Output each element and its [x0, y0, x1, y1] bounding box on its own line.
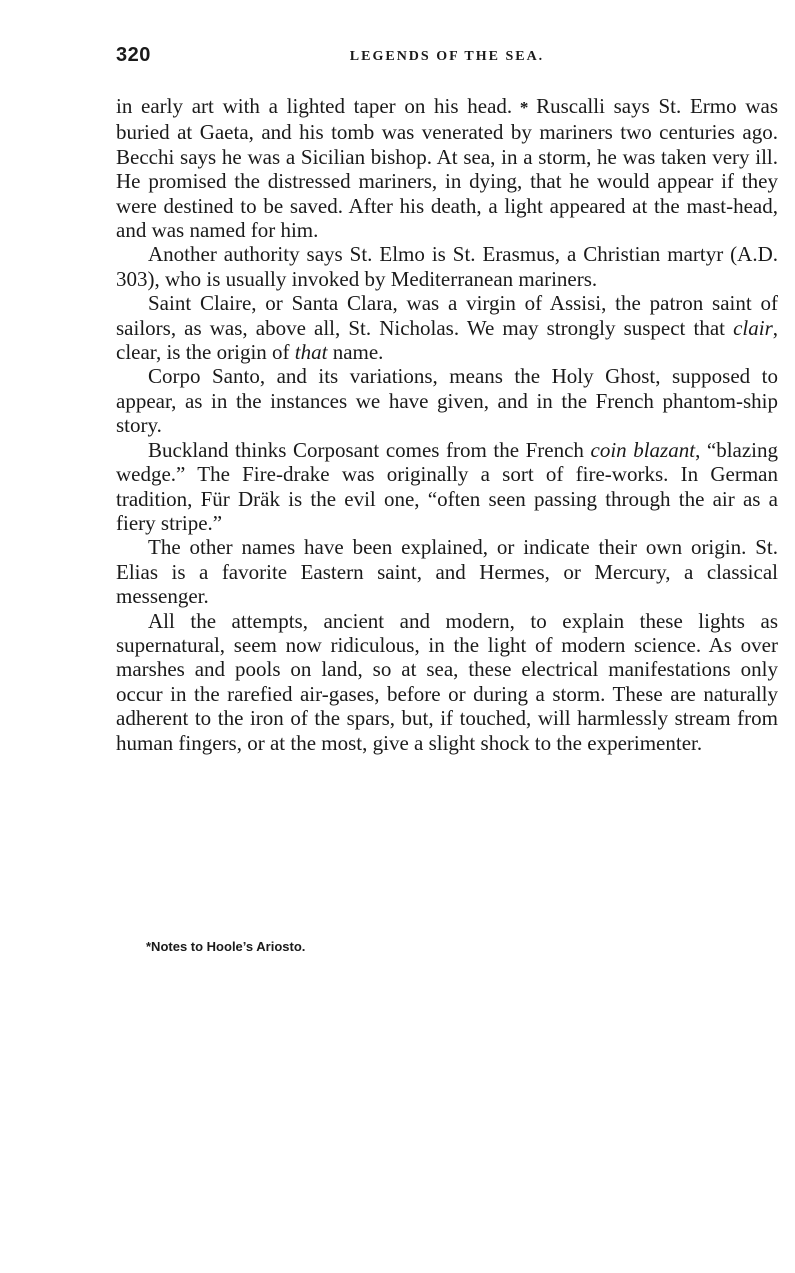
italic-word-clair: clair	[733, 315, 773, 340]
paragraph-3-start: Saint Claire, or Santa Clara, was a virgin of Assisi, the patron saint of sailors, as was, above all, St. Nicholas. We may strongly suspect that	[116, 291, 778, 340]
italic-phrase-coin-blazant: coin blazant	[590, 437, 696, 462]
paragraph-3-middle: , clear, is the origin of	[116, 315, 778, 365]
paragraph-5-start: Buckland thinks Corposant comes from the French	[148, 437, 591, 462]
paragraph-2: Another authority says St. Elmo is St. Erasmus, a Christian martyr (A.D. 303), who is usually invoked by Mediterranean mariners.	[116, 242, 778, 291]
paragraph-7: All the attempts, ancient and modern, to explain these lights as supernatural, seem now ridiculous, in the light of modern science. As over marshes and pools on land, so at sea, these electrical manifestations only occur in the rarefied air-gases, before or during a storm. These are naturally adherent to the iron of the spars, but, if touched, will harmlessly stream from human fingers, or at the most, give a slight shock to the experimenter.	[116, 608, 778, 755]
running-head: LEGENDS OF THE SEA.	[349, 49, 545, 64]
paragraph-6: The other names have been explained, or indicate their own origin. St. Elias is a favorite Eastern saint, and Hermes, or Mercury, a classical messenger.	[116, 535, 778, 609]
body-text	[116, 94, 778, 755]
italic-word-that: that	[294, 340, 328, 365]
paragraph-1	[116, 94, 778, 242]
paragraph-3-end: name.	[327, 340, 384, 365]
paragraph-1-start: in early art with a lighted taper on his head.	[116, 94, 513, 118]
paragraph-5-end: , “blazing wedge.” The Fire-drake was originally a sort of fire-works. In German tradition, Für Dräk is the evil one, “often seen passing through the air as a fiery stripe.”	[116, 437, 779, 535]
page-header	[116, 44, 778, 74]
paragraph-1-rest: Ruscalli says St. Ermo was buried at Gaeta, and his tomb was venerated by mariners two centuries ago. Becchi says he was a Sicilian bishop. At sea, in a storm, he was taken very ill. He promised the distressed mariners, in dying, that he would appear if they were destined to be saved. After his death, a light appeared at the mast-head, and was named for him.	[116, 94, 778, 243]
page-number: 320	[116, 44, 151, 66]
footnote: *Notes to Hoole’s Ariosto.	[146, 939, 306, 954]
paragraph-5	[116, 438, 778, 536]
paragraph-3	[116, 291, 778, 364]
paragraph-4: Corpo Santo, and its variations, means the Holy Ghost, supposed to appear, as in the instances we have given, and in the French phantom-ship story.	[116, 364, 778, 438]
footnote-marker: *	[512, 98, 537, 117]
